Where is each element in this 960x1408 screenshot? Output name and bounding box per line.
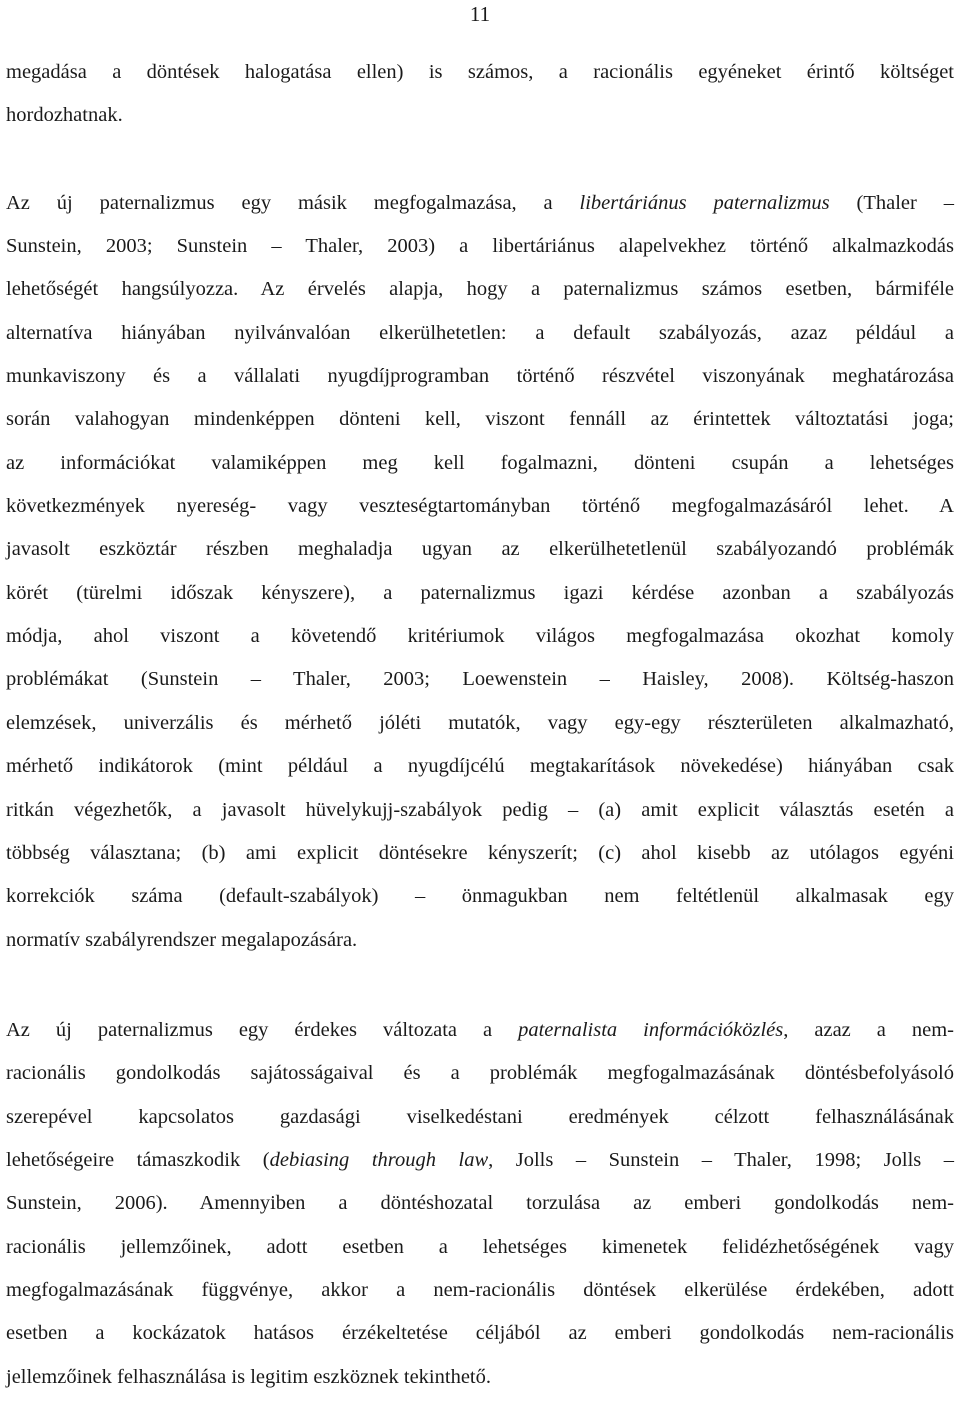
text-line [6,926,954,954]
text-line [6,1363,954,1391]
text-line [6,665,954,693]
text-segment: hordozhatnak. [6,104,123,126]
text-line [6,579,954,607]
text-line [6,709,954,737]
text-segment: korrekciók száma (default-szabályok) – önmagukban nem feltétlenül alkalmasak egy [6,885,954,907]
text-line [6,535,954,563]
text-segment: munkaviszony és a vállalati nyugdíjprogramban történő részvétel viszonyának meghatározása [6,365,954,387]
text-segment: Az új paternalizmus egy másik megfogalmazása, a [6,192,580,214]
text-line [6,405,954,433]
text-segment: (Thaler – [829,192,954,214]
text-segment: racionális jellemzőinek, adott esetben a lehetséges kimenetek felidézhetőségének vagy [6,1236,954,1258]
italic-text: debiasing through law [269,1149,489,1171]
text-line [6,1276,954,1304]
text-segment: elemzések, univerzális és mérhető jóléti mutatók, vagy egy-egy részterületen alkalmazható, [6,712,954,734]
text-segment: következmények nyereség- vagy veszteségtartományban történő megfogalmazásáról lehet. A [6,495,954,517]
text-segment: problémákat (Sunstein – Thaler, 2003; Loewenstein – Haisley, 2008). Költség-haszon [6,668,954,690]
text-line [6,101,954,129]
text-segment: alternatíva hiányában nyilvánvalóan elkerülhetetlen: a default szabályozás, azaz például a [6,322,954,344]
text-line [6,752,954,780]
italic-text: paternalista információközlés [518,1019,784,1041]
text-segment: megfogalmazásának függvénye, akkor a nem-racionális döntések elkerülése érdekében, adott [6,1279,954,1301]
text-line [6,1319,954,1347]
text-line [6,58,954,86]
text-line [6,189,954,217]
text-segment: jellemzőinek felhasználása is legitim eszköznek tekinthető. [6,1366,491,1388]
text-segment: mérhető indikátorok (mint például a nyugdíjcélú megtakarítások növekedése) hiányában csak [6,755,954,777]
text-line [6,1016,954,1044]
text-line [6,275,954,303]
text-line [6,319,954,347]
text-segment: módja, ahol viszont a követendő kritériumok világos megfogalmazása okozhat komoly [6,625,954,647]
text-line [6,1103,954,1131]
text-segment: normatív szabályrendszer megalapozására. [6,929,358,951]
text-segment: javasolt eszköztár részben meghaladja ugyan az elkerülhetetlenül szabályozandó problémák [6,538,954,560]
text-segment: racionális gondolkodás sajátosságaival és a problémák megfogalmazásának döntésbefolyásoló [6,1062,954,1084]
text-segment: Az új paternalizmus egy érdekes változata a [6,1019,519,1041]
text-line [6,882,954,910]
text-segment: körét (türelmi időszak kényszere), a paternalizmus igazi kérdése azonban a szabályozás [6,582,954,604]
text-segment: esetben a kockázatok hatásos érzékeltetése céljából az emberi gondolkodás nem-racionális [6,1322,954,1344]
text-segment: szerepével kapcsolatos gazdasági viselkedéstani eredmények célzott felhasználásának [6,1106,954,1128]
text-segment: , Jolls – Sunstein – Thaler, 1998; Jolls – [488,1149,955,1171]
text-line [6,1146,954,1174]
text-line [6,492,954,520]
text-line [6,839,954,867]
italic-text: libertáriánus paternalizmus [579,192,830,214]
text-line [6,622,954,650]
text-segment: Sunstein, 2003; Sunstein – Thaler, 2003) a libertáriánus alapelvekhez történő alkalmazkodás [6,235,954,257]
text-segment: során valahogyan mindenképpen dönteni kell, viszont fennáll az érintettek változtatási joga; [6,408,954,430]
text-line [6,1189,954,1217]
text-line [6,362,954,390]
text-segment: lehetőségeire támaszkodik ( [6,1149,270,1171]
text-segment: Sunstein, 2006). Amennyiben a döntéshozatal torzulása az emberi gondolkodás nem- [6,1192,954,1214]
text-segment: lehetőségét hangsúlyozza. Az érvelés alapja, hogy a paternalizmus számos esetben, bármiféle [6,278,954,300]
text-segment: megadása a döntések halogatása ellen) is számos, a racionális egyéneket érintő költséget [6,61,954,83]
text-line [6,232,954,260]
text-line [6,1233,954,1261]
text-line [6,1059,954,1087]
text-segment: az információkat valamiképpen meg kell fogalmazni, dönteni csupán a lehetséges [6,452,954,474]
text-line [6,449,954,477]
text-segment: ritkán végezhetők, a javasolt hüvelykujj-szabályok pedig – (a) amit explicit választás esetén a [6,799,954,821]
page-number: 11 [469,2,491,26]
text-line [6,796,954,824]
text-segment: többség választana; (b) ami explicit döntésekre kényszerít; (c) ahol kisebb az utólagos egyéni [6,842,954,864]
text-segment: , azaz a nem- [783,1019,954,1041]
